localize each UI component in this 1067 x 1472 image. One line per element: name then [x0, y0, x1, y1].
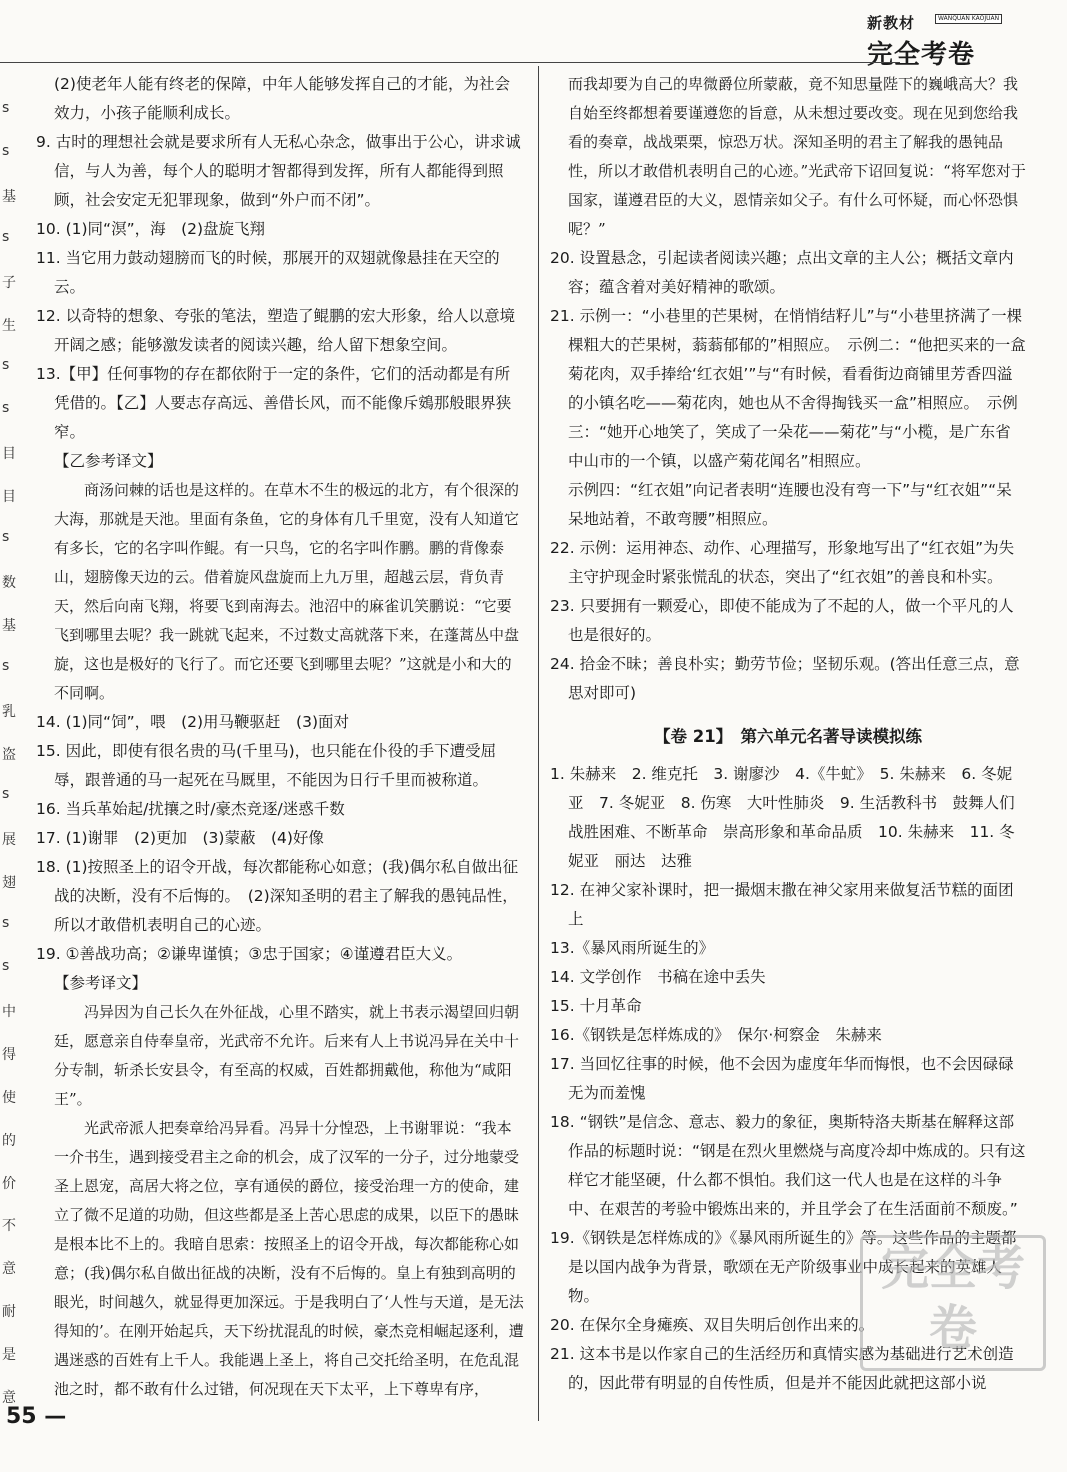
page-number: 55 —	[6, 1404, 67, 1429]
brand-logo	[867, 12, 1017, 70]
margin-char: s	[2, 229, 10, 245]
answer-19: 19. ①善战功高；②谦卑谨慎；③忠于国家；④谨遵君臣大义。	[36, 945, 463, 963]
margin-char: 耐	[2, 1304, 16, 1320]
margin-char: 基	[2, 189, 16, 205]
brand-big-title: 完全考卷	[867, 40, 976, 70]
column-divider	[538, 66, 539, 1421]
margin-char: 得	[2, 1047, 16, 1063]
margin-char: 数	[2, 575, 16, 591]
section-answer-1-11: 1. 朱赫来 2. 维克托 3. 谢廖沙 4.《牛虻》 5. 朱赫来 6. 冬妮亚 7. 冬妮亚 8. 伤寒 大叶性肺炎 9. 生活教科书 鼓舞人们战胜困难、不断革命 崇高形象和革命品质 10. 朱赫来 11. 冬妮亚 丽达 达雅	[550, 765, 1015, 870]
answer-21: 21. 示例一：“小巷里的芒果树，在悄悄结籽儿”与“小巷里挤满了一棵棵粗大的芒果树，蓊蓊郁郁的”相照应。 示例二：“他把买来的一盒菊花肉，双手捧给‘红衣姐’”与“有时候，看看街边商铺里芳香四溢的小镇名吃——菊花肉，她也从不舍得掏钱买一盒”相照应。 示例三：“她开心地笑了，笑成了一朵花——菊花”与“小榄，是广东省中山市的一个镇，以盛产菊花闻名”相照应。	[550, 307, 1026, 470]
margin-char: s	[2, 143, 10, 159]
section-answer-18: 18. “钢铁”是信念、意志、毅力的象征，奥斯特洛夫斯基在解释这部作品的标题时说：“钢是在烈火里燃烧与高度冷却中炼成的。只有这样它才能坚硬，什么都不惧怕。我们这一代人也是在这样的斗争中、在艰苦的考验中锻炼出来的，并且学会了在生活面前不颓废。”	[550, 1113, 1026, 1218]
section-answer-20: 20. 在保尔全身瘫痪、双目失明后创作出来的。	[550, 1316, 875, 1334]
brand-small-title: 新教材	[867, 14, 916, 32]
answer-15: 15. 因此，即使有很名贵的马(千里马)，也只能在仆役的手下遭受屈辱，跟普通的马一起死在马厩里，不能因为日行千里而被称道。	[36, 742, 497, 789]
margin-char: 意	[2, 1390, 16, 1406]
right-column	[550, 70, 1026, 1398]
answer-20: 20. 设置悬念，引起读者阅读兴趣；点出文章的主人公；概括文章内容；蕴含着对美好精神的歌颂。	[550, 249, 1014, 296]
section-answer-13: 13.《暴风雨所诞生的》	[550, 939, 715, 957]
header-rule	[0, 62, 900, 63]
section-answer-15: 15. 十月革命	[550, 997, 642, 1015]
reference-translation-p1: 冯异因为自己长久在外征战，心里不踏实，就上书表示渴望回归朝廷，愿意亲自侍奉皇帝，光武帝不允许。后来有人上书说冯异在关中十分专制，斩杀长安县令，有至高的权威，百姓都拥戴他，称他为“咸阳王”。	[54, 1003, 520, 1108]
margin-char: 中	[2, 1004, 16, 1020]
answer-14: 14. (1)同“饲”，喂 (2)用马鞭驱赶 (3)面对	[36, 713, 350, 731]
margin-char: 盗	[2, 747, 16, 763]
margin-char: s	[2, 786, 10, 802]
answer-11: 11. 当它用力鼓动翅膀而飞的时候，那展开的双翅就像悬挂在天空的云。	[36, 249, 500, 296]
margin-char: 翅	[2, 875, 16, 891]
section-title: 【卷 21】 第六单元名著导读模拟练	[654, 727, 922, 746]
section-answer-19: 19.《钢铁是怎样炼成的》《暴风雨所诞生的》等。这些作品的主题都是以国内战争为背景，歌颂在无产阶级事业中成长起来的英雄人物。	[550, 1229, 1017, 1305]
margin-char: s	[2, 915, 10, 931]
margin-char: s	[2, 357, 10, 373]
answer-8-2: (2)使老年人能有终老的保障，中年人能够发挥自己的才能，为社会效力，小孩子能顺利成长。	[54, 75, 510, 122]
answer-16: 16. 当兵革始起/扰攘之时/豪杰竞逐/迷惑千数	[36, 800, 345, 818]
margin-char: s	[2, 529, 10, 545]
answer-17: 17. (1)谢罪 (2)更加 (3)蒙蔽 (4)好像	[36, 829, 324, 847]
margin-char: 不	[2, 1218, 16, 1234]
margin-char: s	[2, 958, 10, 974]
answer-21-example-4: 示例四：“红衣姐”向记者表明“连腰也没有弯一下”与“红衣姐”“呆呆地站着，不敢弯腰”相照应。	[568, 481, 1012, 528]
reference-translation-title: 【参考译文】	[54, 974, 148, 992]
section-answer-17: 17. 当回忆往事的时候，他不会因为虚度年华而悔恨，也不会因碌碌无为而羞愧	[550, 1055, 1014, 1102]
reference-translation-continued: 而我却要为自己的卑微爵位所蒙蔽，竟不知思量陛下的巍峨高大？我自始至终都想着要谨遵您的旨意，从未想过要改变。现在见到您给我看的奏章，战战栗栗，惊恐万状。深知圣明的君主了解我的愚钝品性，所以才敢借机表明自己的心迹。”光武帝下诏回复说：“将军您对于国家，谨遵君臣的大义，恩情亲如父子。有什么可怀疑，而心怀恐惧呢？”	[568, 75, 1026, 238]
left-column	[36, 70, 524, 1404]
margin-char: 生	[2, 318, 16, 334]
margin-char: s	[2, 400, 10, 416]
margin-char: 乳	[2, 704, 16, 720]
answer-12: 12. 以奇特的想象、夸张的笔法，塑造了鲲鹏的宏大形象，给人以意境开阔之感；能够激发读者的阅读兴趣，给人留下想象空间。	[36, 307, 516, 354]
section-answer-12: 12. 在神父家补课时，把一撮烟末撒在神父家用来做复活节糕的面团上	[550, 881, 1014, 928]
margin-char: 意	[2, 1261, 16, 1277]
margin-char: s	[2, 658, 10, 674]
margin-char: 使	[2, 1090, 16, 1106]
section-answer-21: 21. 这本书是以作家自己的生活经历和真情实感为基础进行艺术创造的，因此带有明显的自传性质，但是并不能因此就把这部小说	[550, 1345, 1014, 1392]
answer-10: 10. (1)同“溟”，海 (2)盘旋飞翔	[36, 220, 266, 238]
margin-char: 基	[2, 618, 16, 634]
answer-23: 23. 只要拥有一颗爱心，即使不能成为了不起的人，做一个平凡的人也是很好的。	[550, 597, 1014, 644]
yi-translation-text: 商汤问棘的话也是这样的。在草木不生的极远的北方，有个很深的大海，那就是天池。里面有条鱼，它的身体有几千里宽，没有人知道它有多长，它的名字叫作鲲。有一只鸟，它的名字叫作鹏。鹏的背像泰山，翅膀像天边的云。借着旋风盘旋而上九万里，超越云层，背负青天，然后向南飞翔，将要飞到南海去。池沼中的麻雀讥笑鹏说：“它要飞到哪里去呢？我一跳就飞起来，不过数丈高就落下来，在蓬蒿丛中盘旋，这也是极好的飞行了。而它还要飞到哪里去呢？”这就是小和大的不同啊。	[54, 481, 520, 702]
answer-24: 24. 拾金不昧；善良朴实；勤劳节俭；坚韧乐观。(答出任意三点，意思对即可)	[550, 655, 1020, 702]
margin-char: 的	[2, 1133, 16, 1149]
watermark-stamp: 完全考卷	[860, 1235, 1046, 1371]
section-answer-16: 16.《钢铁是怎样炼成的》 保尔·柯察金 朱赫来	[550, 1026, 882, 1044]
margin-char: 目	[2, 446, 16, 462]
brand-pinyin: WANQUAN KAOJUAN	[935, 14, 1002, 24]
margin-char: 价	[2, 1176, 16, 1192]
section-answer-14: 14. 文学创作 书稿在途中丢失	[550, 968, 766, 986]
margin-char: 子	[2, 275, 16, 291]
margin-char: 是	[2, 1347, 16, 1363]
margin-char: s	[2, 100, 10, 116]
yi-translation-title: 【乙参考译文】	[54, 452, 163, 470]
answer-18: 18. (1)按照圣上的诏令开战，每次都能称心如意；(我)偶尔私自做出征战的决断，没有不后悔的。 (2)深知圣明的君主了解我的愚钝品性，所以才敢借机表明自己的心迹。	[36, 858, 519, 934]
reference-translation-p2: 光武帝派人把奏章给冯异看。冯异十分惶恐，上书谢罪说：“我本一介书生，遇到接受君主之命的机会，成了汉军的一分子，过分地蒙受圣上恩宠，高居大将之位，享有通侯的爵位，接受治理一方的使命，建立了微不足道的功勋，但这些都是圣上苦心思虑的成果，以臣下的愚昧是根本比不上的。我暗自思索：按照圣上的诏令开战，每次都能称心如意；(我)偶尔私自做出征战的决断，没有不后悔的。皇上有独到高明的眼光，时间越久，就显得更加深远。于是我明白了‘人性与天道，是无法得知的’。在刚开始起兵，天下纷扰混乱的时候，豪杰竞相崛起逐利，遭遇迷惑的百姓有上千人。我能遇上圣上，将自己交托给圣明，在危乱混池之时，都不敢有什么过错，何况现在天下太平，上下尊卑有序，	[54, 1119, 524, 1398]
margin-char: 目	[2, 489, 16, 505]
answer-9: 9. 古时的理想社会就是要求所有人无私心杂念，做事出于公心，讲求诚信，与人为善，每个人的聪明才智都得到发挥，所有人都能得到照顾，社会安定无犯罪现象，做到“外户而不闭”。	[36, 133, 521, 209]
answer-22: 22. 示例：运用神态、动作、心理描写，形象地写出了“红衣姐”为失主守护现金时紧张慌乱的状态，突出了“红衣姐”的善良和朴实。	[550, 539, 1015, 586]
margin-char: 展	[2, 832, 16, 848]
answer-13: 13.【甲】任何事物的存在都依附于一定的条件，它们的活动都是有所凭借的。【乙】人要志存高远、善借长风，而不能像斥鴳那般眼界狭窄。	[36, 365, 512, 441]
